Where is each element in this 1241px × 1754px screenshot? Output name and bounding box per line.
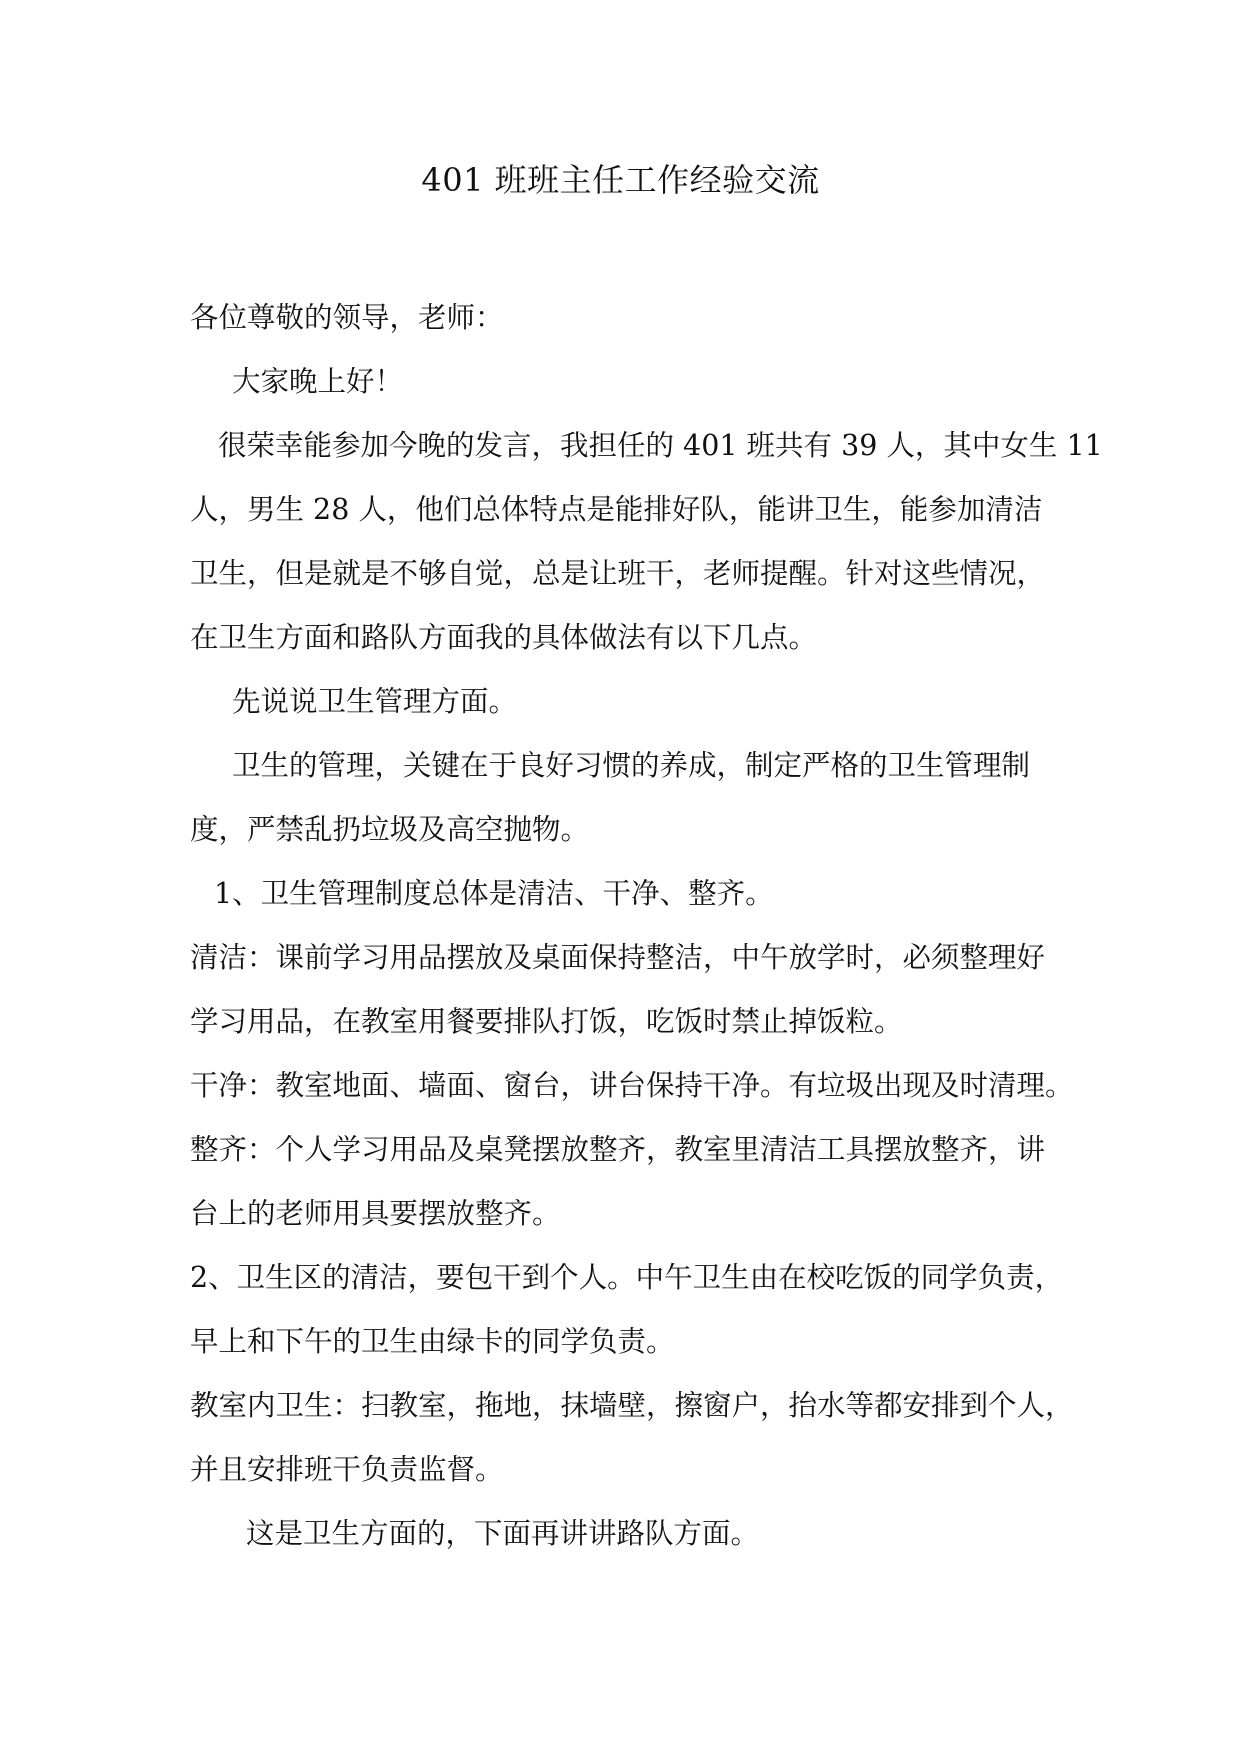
paragraph-line: 干净：教室地面、墙面、窗台，讲台保持干净。有垃圾出现及时清理。 (190, 1069, 1074, 1102)
paragraph-line: 卫生的管理，关键在于良好习惯的养成，制定严格的卫生管理制 (232, 749, 1031, 782)
paragraph-line: 在卫生方面和路队方面我的具体做法有以下几点。 (190, 621, 818, 654)
salutation: 各位尊敬的领导，老师： (190, 301, 504, 334)
paragraph-line: 早上和下午的卫生由绿卡的同学负责。 (190, 1325, 675, 1358)
paragraph-line: 人，男生 28 人，他们总体特点是能排好队，能讲卫生，能参加清洁 (190, 493, 1043, 526)
paragraph-line: 台上的老师用具要摆放整齐。 (190, 1197, 561, 1230)
paragraph-line: 度，严禁乱扔垃圾及高空抛物。 (190, 813, 590, 846)
paragraph-line: 很荣幸能参加今晚的发言，我担任的 401 班共有 39 人，其中女生 11 (218, 429, 1103, 462)
paragraph-line: 这是卫生方面的，下面再讲讲路队方面。 (246, 1517, 760, 1550)
section-heading: 先说说卫生管理方面。 (232, 685, 518, 718)
list-item: 2、卫生区的清洁，要包干到个人。中午卫生由在校吃饭的同学负责， (190, 1261, 1064, 1294)
greeting: 大家晚上好！ (232, 365, 404, 398)
paragraph-line: 并且安排班干负责监督。 (190, 1453, 504, 1486)
paragraph-line: 学习用品，在教室用餐要排队打饭，吃饭时禁止掉饭粒。 (190, 1005, 903, 1038)
paragraph-line: 清洁：课前学习用品摆放及桌面保持整洁，中午放学时，必须整理好 (190, 941, 1046, 974)
paragraph-line: 整齐：个人学习用品及桌凳摆放整齐，教室里清洁工具摆放整齐，讲 (190, 1133, 1046, 1166)
paragraph-line: 教室内卫生：扫教室，拖地，抹墙壁，擦窗户，抬水等都安排到个人， (190, 1389, 1074, 1422)
list-item: 1、卫生管理制度总体是清洁、干净、整齐。 (214, 877, 774, 910)
document-title: 401 班班主任工作经验交流 (421, 161, 820, 199)
paragraph-line: 卫生，但是就是不够自觉，总是让班干，老师提醒。针对这些情况， (190, 557, 1046, 590)
